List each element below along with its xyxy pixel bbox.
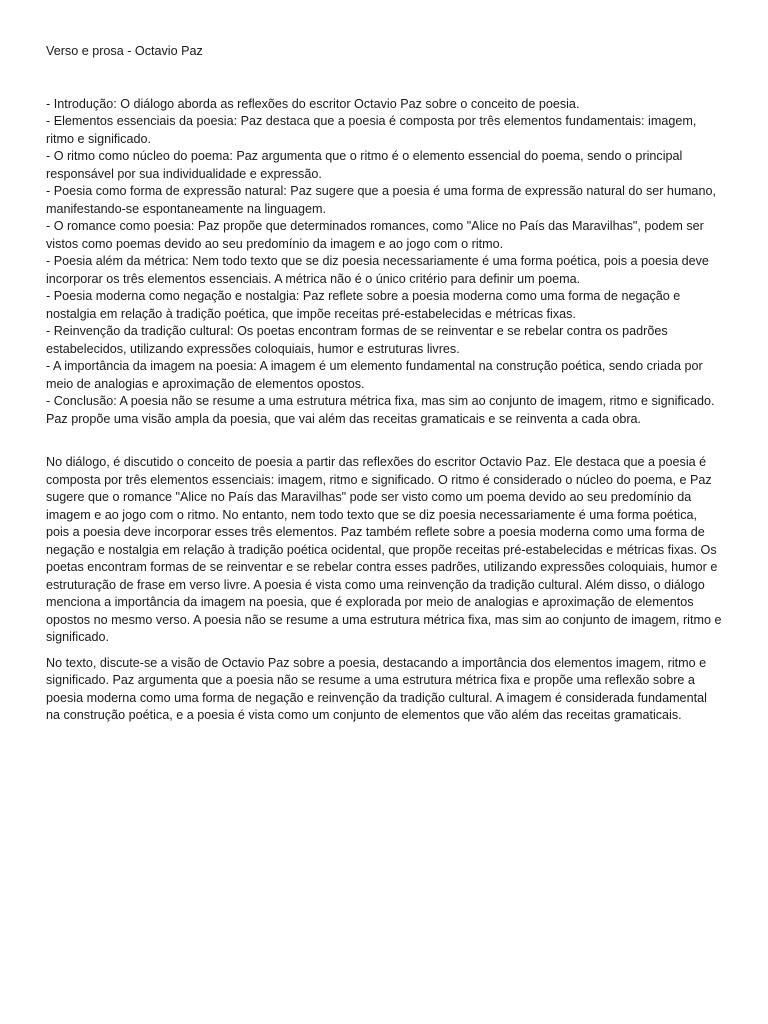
summary-item-introducao: - Introdução: O diálogo aborda as reflexões do escritor Octavio Paz sobre o conceito de poesia. [46, 96, 580, 111]
summary-item-reinvencao: - Reinvenção da tradição cultural: Os poetas encontram formas de se reinventar e se rebelar contra os padrões estabelecidos, utilizando expressões coloquiais, humor e estruturas livres. [46, 324, 668, 356]
document-title: Verso e prosa - Octavio Paz [46, 44, 203, 58]
summary-item-alem-da-metrica: - Poesia além da métrica: Nem todo texto que se diz poesia necessariamente é uma forma poética, pois a poesia deve incorporar os três elementos essenciais. A métrica não é o único critério para definir um poema. [46, 254, 709, 286]
summary-item-expressao-natural: - Poesia como forma de expressão natural: Paz sugere que a poesia é uma forma de expressão natural do ser humano, manifestando-se espontaneamente na linguagem. [46, 184, 716, 216]
summary-item-conclusao: - Conclusão: A poesia não se resume a uma estrutura métrica fixa, mas sim ao conjunto de imagem, ritmo e significado. Paz propõe uma visão ampla da poesia, que vai além das receitas gramaticais e se reinventa a cada obra. [46, 394, 715, 426]
summary-item-elementos-essenciais: - Elementos essenciais da poesia: Paz destaca que a poesia é composta por três elementos fundamentais: imagem, ritmo e significado. [46, 114, 697, 146]
summary-list [46, 96, 722, 429]
summary-item-imagem: - A importância da imagem na poesia: A imagem é um elemento fundamental na construção poética, sendo criada por meio de analogias e aproximação de elementos opostos. [46, 359, 703, 391]
summary-item-poesia-moderna: - Poesia moderna como negação e nostalgia: Paz reflete sobre a poesia moderna como uma forma de negação e nostalgia em relação à tradição poética, que impõe receitas pré-estabelecidas e métricas fixas. [46, 289, 681, 321]
summary-item-romance: - O romance como poesia: Paz propõe que determinados romances, como "Alice no País das Maravilhas", podem ser vistos como poemas devido ao seu predomínio da imagem e ao jogo com o ritmo. [46, 219, 704, 251]
body-paragraph-texto: No texto, discute-se a visão de Octavio Paz sobre a poesia, destacando a importância dos elementos imagem, ritmo e significado. Paz argumenta que a poesia não se resume a uma estrutura métrica fixa e propõe uma reflexão sobre a poesia moderna como uma forma de negação e reinvenção da tradição cultural. A imagem é considerada fundamental na construção poética, e a poesia é vista como um conjunto de elementos que vão além das receitas gramaticais. [46, 655, 707, 722]
summary-item-ritmo: - O ritmo como núcleo do poema: Paz argumenta que o ritmo é o elemento essencial do poema, sendo o principal responsável por sua individualidade e expressão. [46, 149, 683, 181]
body-paragraph-dialogo: No diálogo, é discutido o conceito de poesia a partir das reflexões do escritor Octavio Paz. Ele destaca que a poesia é composta por três elementos essenciais: imagem, ritmo e significado. O ritmo é considerado o núcleo do poema, e Paz sugere que o romance "Alice no País das Maravilhas" pode ser visto como um poema devido ao seu predomínio da imagem e ao jogo com o ritmo. No entanto, nem todo texto que se diz poesia necessariamente é uma forma poética, pois a poesia deve incorporar esses três elementos. Paz também reflete sobre a poesia moderna como uma forma de negação e nostalgia em relação à tradição poética ocidental, que propõe receitas pré-estabelecidas e métricas fixas. Os poetas encontram formas de se reinventar e se rebelar contra esses padrões, utilizando expressões coloquiais, humor e estruturação de frase em verso livre. A poesia é vista como uma reinvenção da tradição cultural. Além disso, o diálogo menciona a importância da imagem na poesia, que é explorada por meio de analogias e aproximação de elementos opostos no mesmo verso. A poesia não se resume a uma estrutura métrica fixa, mas sim ao conjunto de imagem, ritmo e significado. [46, 455, 722, 644]
